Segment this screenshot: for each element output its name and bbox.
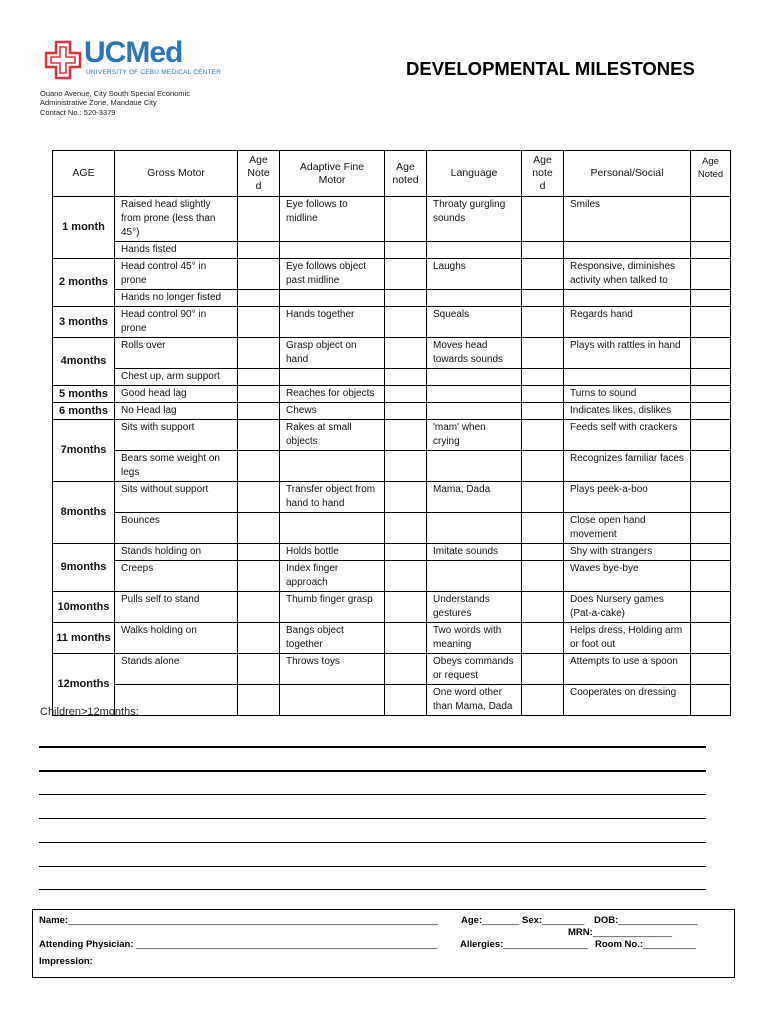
age-noted-cell[interactable] [385, 685, 427, 716]
age-noted-cell[interactable] [691, 242, 731, 259]
mrn-field[interactable]: MRN:_______________ [568, 927, 673, 938]
age-noted-cell[interactable] [238, 544, 280, 561]
age-noted-cell[interactable] [238, 369, 280, 386]
table-row [53, 386, 731, 403]
age-noted-cell[interactable] [238, 513, 280, 544]
personal-social-cell: Close open hand movement [564, 513, 691, 544]
personal-social-cell: Waves bye-bye [564, 561, 691, 592]
writing-line[interactable] [39, 866, 706, 867]
age-cell: 5 months [53, 386, 115, 403]
age-noted-cell[interactable] [238, 259, 280, 290]
fine-motor-cell [280, 685, 385, 716]
age-noted-cell[interactable] [691, 513, 731, 544]
age-noted-cell[interactable] [238, 561, 280, 592]
language-cell: Two words with meaning [427, 623, 522, 654]
age-noted-cell[interactable] [522, 197, 564, 242]
age-noted-cell[interactable] [691, 338, 731, 369]
age-noted-cell[interactable] [385, 420, 427, 451]
personal-social-cell: Regards hand [564, 307, 691, 338]
age-noted-cell[interactable] [691, 369, 731, 386]
impression-field[interactable]: Impression: [39, 956, 93, 967]
age-noted-cell[interactable] [385, 403, 427, 420]
age-noted-cell[interactable] [385, 654, 427, 685]
age-noted-cell[interactable] [691, 290, 731, 307]
age-noted-cell[interactable] [522, 338, 564, 369]
gross-motor-cell: Pulls self to stand [115, 592, 238, 623]
fine-motor-cell: Chews [280, 403, 385, 420]
fine-motor-cell [280, 290, 385, 307]
age-noted-cell[interactable] [238, 197, 280, 242]
table-header-row [53, 151, 731, 197]
age-noted-cell[interactable] [522, 592, 564, 623]
age-cell: 2 months [53, 259, 115, 307]
patient-info-box [32, 909, 735, 978]
dob-field[interactable]: DOB:_______________ [594, 915, 698, 926]
personal-social-cell [564, 290, 691, 307]
gross-motor-cell: Rolls over [115, 338, 238, 369]
age-noted-cell[interactable] [522, 307, 564, 338]
age-noted-cell[interactable] [522, 386, 564, 403]
age-noted-cell[interactable] [385, 544, 427, 561]
age-cell: 10months [53, 592, 115, 623]
table-row [53, 197, 731, 242]
writing-line[interactable] [39, 889, 706, 890]
age-noted-cell[interactable] [691, 259, 731, 290]
fine-motor-cell: Bangs object together [280, 623, 385, 654]
header-personal-social: Personal/Social [564, 151, 691, 197]
age-noted-cell[interactable] [691, 420, 731, 451]
language-cell: Understands gestures [427, 592, 522, 623]
age-noted-cell[interactable] [385, 592, 427, 623]
age-cell: 1 month [53, 197, 115, 259]
language-cell [427, 290, 522, 307]
table-row [53, 290, 731, 307]
age-cell: 11 months [53, 623, 115, 654]
age-noted-cell[interactable] [385, 259, 427, 290]
language-cell: Mama, Dada [427, 482, 522, 513]
writing-line[interactable] [39, 842, 706, 843]
age-noted-cell[interactable] [691, 592, 731, 623]
age-noted-cell[interactable] [691, 685, 731, 716]
gross-motor-cell: Hands fisted [115, 242, 238, 259]
medical-cross-icon [44, 40, 82, 80]
table-row [53, 420, 731, 451]
gross-motor-cell: Raised head slightly from prone (less than 45°) [115, 197, 238, 242]
header-age-noted-4: Age Noted [691, 151, 731, 197]
age-noted-cell[interactable] [522, 623, 564, 654]
gross-motor-cell: Good head lag [115, 386, 238, 403]
fine-motor-cell: Transfer object from hand to hand [280, 482, 385, 513]
language-cell [427, 242, 522, 259]
header-age-noted-2: Age noted [385, 151, 427, 197]
age-noted-cell[interactable] [522, 513, 564, 544]
age-noted-cell[interactable] [238, 482, 280, 513]
fine-motor-cell: Eye follows object past midline [280, 259, 385, 290]
personal-social-cell: Recognizes familiar faces [564, 451, 691, 482]
age-noted-cell[interactable] [691, 451, 731, 482]
age-noted-cell[interactable] [522, 544, 564, 561]
contact-line: Contact No.: 520-3379 [40, 107, 116, 117]
age-noted-cell[interactable] [385, 623, 427, 654]
age-noted-cell[interactable] [238, 290, 280, 307]
language-cell [427, 513, 522, 544]
age-noted-cell[interactable] [385, 386, 427, 403]
personal-social-cell: Responsive, diminishes activity when talked to [564, 259, 691, 290]
age-cell: 8months [53, 482, 115, 544]
personal-social-cell: Plays peek-a-boo [564, 482, 691, 513]
gross-motor-cell: Hands no longer fisted [115, 290, 238, 307]
gross-motor-cell: Sits without support [115, 482, 238, 513]
logo-subtitle: UNIVERSITY OF CEBU MEDICAL CENTER [86, 69, 222, 76]
age-noted-cell[interactable] [522, 685, 564, 716]
age-noted-cell[interactable] [522, 403, 564, 420]
age-noted-cell[interactable] [385, 242, 427, 259]
age-noted-cell[interactable] [691, 654, 731, 685]
table-row [53, 513, 731, 544]
table-row [53, 623, 731, 654]
age-noted-cell[interactable] [522, 451, 564, 482]
gross-motor-cell: Bears some weight on legs [115, 451, 238, 482]
age-noted-cell[interactable] [522, 290, 564, 307]
age-noted-cell[interactable] [385, 307, 427, 338]
age-noted-cell[interactable] [385, 369, 427, 386]
gross-motor-cell: Head control 45° in prone [115, 259, 238, 290]
age-noted-cell[interactable] [238, 654, 280, 685]
gross-motor-cell: Head control 90° in prone [115, 307, 238, 338]
allergies-field[interactable]: Allergies:________________ [460, 939, 588, 950]
age-noted-cell[interactable] [691, 197, 731, 242]
header-age-noted-3: Age note d [522, 151, 564, 197]
language-cell: Imitate sounds [427, 544, 522, 561]
table-row [53, 307, 731, 338]
age-noted-cell[interactable] [385, 513, 427, 544]
table-row [53, 451, 731, 482]
fine-motor-cell [280, 369, 385, 386]
table-row [53, 654, 731, 685]
language-cell: Moves head towards sounds [427, 338, 522, 369]
language-cell: 'mam' when crying [427, 420, 522, 451]
table-row [53, 592, 731, 623]
age-noted-cell[interactable] [691, 561, 731, 592]
age-cell: 9months [53, 544, 115, 592]
personal-social-cell: Indicates likes, dislikes [564, 403, 691, 420]
gross-motor-cell: Creeps [115, 561, 238, 592]
language-cell: One word other than Mama, Dada [427, 685, 522, 716]
personal-social-cell [564, 242, 691, 259]
age-noted-cell[interactable] [385, 338, 427, 369]
age-noted-cell[interactable] [385, 290, 427, 307]
sex-field[interactable]: Sex:________ [522, 915, 585, 926]
gross-motor-cell: Walks holding on [115, 623, 238, 654]
age-cell: 4months [53, 338, 115, 386]
fine-motor-cell: Thumb finger grasp [280, 592, 385, 623]
fine-motor-cell: Throws toys [280, 654, 385, 685]
language-cell: Laughs [427, 259, 522, 290]
table-row [53, 561, 731, 592]
age-noted-cell[interactable] [385, 451, 427, 482]
header-age: AGE [53, 151, 115, 197]
writing-line[interactable] [39, 746, 706, 748]
header-age-noted-1: Age Note d [238, 151, 280, 197]
fine-motor-cell: Rakes at small objects [280, 420, 385, 451]
age-cell: 7months [53, 420, 115, 482]
language-cell [427, 561, 522, 592]
gross-motor-cell: No Head lag [115, 403, 238, 420]
address-line-2: Administrative Zone, Mandaue City [40, 98, 157, 108]
ucmed-logo [44, 36, 234, 86]
fine-motor-cell: Eye follows to midline [280, 197, 385, 242]
age-noted-cell[interactable] [522, 482, 564, 513]
gross-motor-cell: Sits with support [115, 420, 238, 451]
table-row [53, 338, 731, 369]
table-row [53, 242, 731, 259]
fine-motor-cell [280, 513, 385, 544]
age-noted-cell[interactable] [522, 420, 564, 451]
document-title: DEVELOPMENTAL MILESTONES [406, 58, 695, 79]
address-block [40, 89, 190, 117]
personal-social-cell: Helps dress, Holding arm or foot out [564, 623, 691, 654]
room-number-field[interactable]: Room No.:__________ [595, 939, 696, 950]
table-row [53, 482, 731, 513]
attending-physician-field[interactable]: Attending Physician: _________________________________________________________ [39, 939, 438, 950]
fine-motor-cell: Holds bottle [280, 544, 385, 561]
age-cell: 6 months [53, 403, 115, 420]
age-noted-cell[interactable] [691, 386, 731, 403]
writing-line[interactable] [39, 818, 706, 819]
age-noted-cell[interactable] [238, 242, 280, 259]
age-noted-cell[interactable] [691, 623, 731, 654]
name-field[interactable]: Name:______________________________________________________________________ [39, 915, 438, 926]
milestones-table [52, 150, 731, 716]
age-cell: 12months [53, 654, 115, 716]
language-cell: Obeys commands or request [427, 654, 522, 685]
age-noted-cell[interactable] [691, 482, 731, 513]
age-noted-cell[interactable] [385, 482, 427, 513]
language-cell [427, 369, 522, 386]
personal-social-cell [564, 369, 691, 386]
age-noted-cell[interactable] [691, 544, 731, 561]
fine-motor-cell: Grasp object on hand [280, 338, 385, 369]
fine-motor-cell [280, 451, 385, 482]
personal-social-cell: Smiles [564, 197, 691, 242]
age-noted-cell[interactable] [522, 561, 564, 592]
table-row [53, 259, 731, 290]
personal-social-cell: Shy with strangers [564, 544, 691, 561]
language-cell: Squeals [427, 307, 522, 338]
age-noted-cell[interactable] [691, 307, 731, 338]
writing-line[interactable] [39, 770, 706, 772]
age-field[interactable]: Age:_______ [461, 915, 520, 926]
personal-social-cell: Feeds self with crackers [564, 420, 691, 451]
age-noted-cell[interactable] [238, 592, 280, 623]
gross-motor-cell: Stands holding on [115, 544, 238, 561]
table-row [53, 685, 731, 716]
age-noted-cell[interactable] [522, 242, 564, 259]
fine-motor-cell: Reaches for objects [280, 386, 385, 403]
age-noted-cell[interactable] [691, 403, 731, 420]
age-noted-cell[interactable] [385, 561, 427, 592]
age-cell: 3 months [53, 307, 115, 338]
fine-motor-cell: Index finger approach [280, 561, 385, 592]
table-row [53, 369, 731, 386]
age-noted-cell[interactable] [238, 420, 280, 451]
language-cell [427, 451, 522, 482]
table-row [53, 403, 731, 420]
logo-name: UCMed [84, 36, 183, 69]
age-noted-cell[interactable] [238, 623, 280, 654]
language-cell [427, 386, 522, 403]
personal-social-cell: Plays with rattles in hand [564, 338, 691, 369]
age-noted-cell[interactable] [385, 197, 427, 242]
fine-motor-cell: Hands together [280, 307, 385, 338]
age-noted-cell[interactable] [522, 654, 564, 685]
age-noted-cell[interactable] [238, 338, 280, 369]
language-cell [427, 403, 522, 420]
address-line-1: Ouano Avenue, City South Special Economic [40, 89, 190, 98]
age-noted-cell[interactable] [238, 403, 280, 420]
header-gross-motor: Gross Motor [115, 151, 238, 197]
writing-line[interactable] [39, 794, 706, 795]
gross-motor-cell: Stands alone [115, 654, 238, 685]
personal-social-cell: Does Nursery games (Pat-a-cake) [564, 592, 691, 623]
age-noted-cell[interactable] [522, 259, 564, 290]
age-noted-cell[interactable] [238, 307, 280, 338]
children-over-12-months-label: Children>12months: [40, 706, 139, 718]
personal-social-cell: Turns to sound [564, 386, 691, 403]
fine-motor-cell [280, 242, 385, 259]
age-noted-cell[interactable] [238, 386, 280, 403]
gross-motor-cell: Chest up, arm support [115, 369, 238, 386]
age-noted-cell[interactable] [238, 685, 280, 716]
header-language: Language [427, 151, 522, 197]
personal-social-cell: Attempts to use a spoon [564, 654, 691, 685]
age-noted-cell[interactable] [522, 369, 564, 386]
header-adaptive-fine-motor: Adaptive Fine Motor [280, 151, 385, 197]
table-row [53, 544, 731, 561]
age-noted-cell[interactable] [238, 451, 280, 482]
gross-motor-cell: Bounces [115, 513, 238, 544]
language-cell: Throaty gurgling sounds [427, 197, 522, 242]
personal-social-cell: Cooperates on dressing [564, 685, 691, 716]
